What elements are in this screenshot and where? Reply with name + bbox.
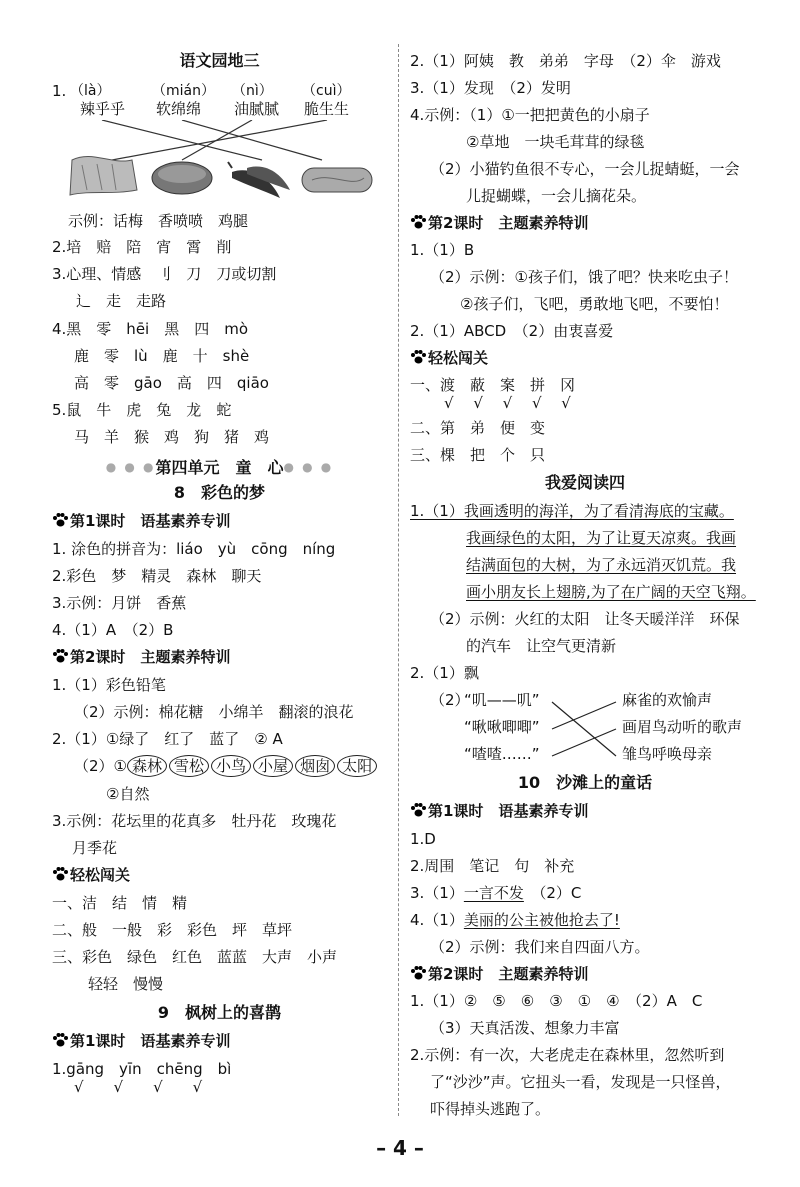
l8-s3-line-2: 二、般 一般 彩 彩色 坪 草坪 [52, 921, 293, 939]
r-q4-d: 儿捉蝴蝶，一会儿摘花朵。 [466, 187, 647, 205]
l8-s1-line-1: 1. 涂色的拼音为：liáo yù cōng níng [52, 540, 336, 558]
paw-icon [52, 649, 68, 663]
q1-word-1: 辣乎乎 [80, 100, 126, 118]
bread-icon [152, 162, 212, 194]
circled-word: 小屋 [253, 755, 293, 777]
l10-s2-line-4: 了“沙沙”声。它扭头一看，发现是一只怪兽， [430, 1073, 731, 1091]
lesson9-title: 9 枫树上的喜鹊 [157, 1003, 282, 1022]
l8-s1-line-2: 2.彩色 梦 精灵 森林 聊天 [52, 567, 262, 585]
r-q2: 2.（1）阿姨 教 弟弟 字母 （2）伞 游戏 [410, 52, 721, 70]
circled-word: 烟囱 [295, 755, 335, 777]
r-q4-b: ②草地 一块毛茸茸的绿毯 [466, 133, 645, 151]
r-s2-line-3: ②孩子们，飞吧，勇敢地飞吧，不要怕！ [460, 295, 729, 313]
match-left-1: “叽——叽” [464, 691, 540, 709]
q5-line-a: 5.鼠 牛 虎 兔 龙 蛇 [52, 401, 232, 419]
l10-q4: 4.（1）美丽的公主被他抢去了! [410, 911, 620, 929]
l10-s1-line-2: 2.周围 笔记 句 补充 [410, 857, 575, 875]
matching-lines [550, 694, 620, 764]
l10-s2-line-2: （3）天真活泼、想象力丰富 [430, 1019, 620, 1037]
match-left-2: “啾啾唧唧” [464, 718, 540, 736]
q1-pinyin-2: （mián） [152, 83, 215, 99]
l8-s3-line-4: 轻轻 慢慢 [88, 975, 164, 993]
l10-section1-heading: 第1课时 语基素养专训 [410, 800, 588, 822]
l9-q1: 1.gāng yīn chēng bì [52, 1060, 232, 1078]
l8-s3-line-1: 一、洁 结 情 精 [52, 894, 188, 912]
q1-word-4: 脆生生 [304, 100, 350, 118]
circled-word: 雪松 [169, 755, 209, 777]
l8-s2-after-2: 3.示例：花坛里的花真多 牡丹花 玫瑰花 [52, 812, 337, 830]
lesson8-title: 8 彩色的梦 [173, 483, 266, 502]
reading-title: 我爱阅读四 [544, 473, 625, 492]
read-q2-a: 2.（1）飘 [410, 664, 479, 682]
circled-word: 森林 [127, 755, 167, 777]
q1-word-2: 软绵绵 [156, 100, 202, 118]
l8-s2-after-1: ②自然 [106, 785, 150, 803]
l10-section2-heading: 第2课时 主题素养特训 [410, 963, 588, 985]
dots-decoration-left-icon: ● ● ● [105, 460, 156, 474]
read-q1-f: 的汽车 让空气更清新 [466, 637, 617, 655]
r-q3: 3.（1）发现 （2）发明 [410, 79, 571, 97]
paw-icon [52, 1033, 68, 1047]
l10-q3: 3.（1）一言不发 （2）C [410, 884, 582, 902]
r-q4-a: 4.示例：（1）①一把把黄色的小扇子 [410, 106, 650, 124]
l8-s2-line-1: 1.（1）彩色铅笔 [52, 676, 166, 694]
q1-pinyin-1: （là） [70, 83, 111, 99]
r-s3-line-b: 二、第 弟 便 变 [410, 419, 546, 437]
l8-section1-heading: 第1课时 语基素养专训 [52, 510, 230, 532]
r-section2-heading: 第2课时 主题素养特训 [410, 212, 588, 234]
q4-line-a: 4.黑 零 hēi 黑 四 mò [52, 320, 249, 338]
q4-line-c: 高 零 gāo 高 四 qiāo [74, 374, 269, 392]
l9-section1-heading: 第1课时 语基素养专训 [52, 1030, 230, 1052]
page-number: – 4 – [376, 1136, 424, 1160]
youtiao-icon [302, 168, 372, 192]
l10-s2-line-3: 2.示例：有一次，大老虎走在森林里，忽然听到 [410, 1046, 725, 1064]
read-q1-a: 1.（1）我画透明的海洋，为了看清海底的宝藏。 [410, 502, 734, 520]
chili-pepper-icon [228, 162, 290, 198]
r-s3-line-a: 一、渡 蔽 案 拼 冈 [410, 376, 576, 394]
l8-s2-line-2: （2）示例：棉花糖 小绵羊 翻滚的浪花 [74, 703, 354, 721]
l10-s2-line-1: 1.（1）② ⑤ ⑥ ③ ① ④ （2）A C [410, 992, 703, 1010]
section-title-yuwen: 语文园地三 [179, 51, 260, 70]
read-q1-d: 画小朋友长上翅膀,为了在广阔的天空飞翔。 [466, 583, 756, 601]
r-s3-checks: √ √ √ √ √ [444, 394, 571, 412]
paw-icon [52, 867, 68, 881]
paw-icon [410, 966, 426, 980]
r-s2-line-4: 2.（1）ABCD （2）由衷喜爱 [410, 322, 614, 340]
column-divider [398, 44, 399, 1116]
q1-pinyin-4: （cuì） [302, 83, 351, 99]
l8-s2-line-3: 2.（1）①绿了 红了 蓝了 ② A [52, 730, 283, 748]
match-right-3: 雏鸟呼唤母亲 [622, 745, 713, 763]
l8-section2-heading: 第2课时 主题素养特训 [52, 646, 230, 668]
fried-dough-icon [70, 156, 137, 195]
match-right-1: 麻雀的欢愉声 [622, 691, 713, 709]
l8-section3-heading: 轻松闯关 [52, 864, 130, 886]
read-q1-c: 结满面包的大树，为了永远消灭饥荒。我 [466, 556, 737, 574]
circled-word: 太阳 [337, 755, 377, 777]
q3-line-a: 3.心理、情感 刂 刀 刀或切割 [52, 265, 277, 283]
l8-s3-line-3: 三、彩色 绿色 红色 蓝蓝 大声 小声 [52, 948, 338, 966]
dots-decoration-right-icon: ● ● ● [283, 460, 334, 474]
l10-q4-b: （2）示例：我们来自四面八方。 [430, 938, 650, 956]
l8-s2-after-3: 月季花 [72, 839, 118, 857]
q2-line: 2.培 赔 陪 宵 霄 削 [52, 238, 232, 256]
q3-line-b: 辶 走 走路 [76, 292, 167, 310]
r-s3-line-c: 三、棵 把 个 只 [410, 446, 546, 464]
paw-icon [52, 513, 68, 527]
match-left-3: “喳喳……” [464, 745, 540, 763]
paw-icon [410, 803, 426, 817]
read-q1-e: （2）示例：火红的太阳 让冬天暖洋洋 环保 [430, 610, 740, 628]
r-s2-line-1: 1.（1）B [410, 241, 475, 259]
r-section3-heading: 轻松闯关 [410, 347, 488, 369]
r-s2-line-2: （2）示例：①孩子们，饿了吧？快来吃虫子！ [430, 268, 738, 286]
lesson10-title: 10 沙滩上的童话 [517, 773, 653, 792]
l10-s1-line-1: 1.D [410, 830, 436, 848]
read-match-prefix: （2） [430, 691, 470, 709]
paw-icon [410, 350, 426, 364]
l9-q1-checks: √ √ √ √ [74, 1078, 203, 1096]
read-q1-b: 我画绿色的太阳，为了让夏天凉爽。我画 [466, 529, 737, 547]
example1: 示例：话梅 香喷喷 鸡腿 [68, 212, 249, 230]
paw-icon [410, 215, 426, 229]
l8-s2-circled-row: （2）① 森林 雪松 小鸟 小屋 烟囱 太阳 [74, 755, 379, 777]
l8-s1-line-4: 4.（1）A （2）B [52, 621, 174, 639]
unit-title: ● ● ●第四单元 童 心● ● ● [105, 458, 334, 477]
l10-s2-line-5: 吓得掉头逃跑了。 [430, 1100, 551, 1118]
q1-word-3: 油腻腻 [234, 100, 280, 118]
q5-line-b: 马 羊 猴 鸡 狗 猪 鸡 [74, 428, 270, 446]
circled-word: 小鸟 [211, 755, 251, 777]
r-q4-c: （2）小猫钓鱼很不专心，一会儿捉蜻蜓，一会 [430, 160, 740, 178]
matching-lines-and-food-pictures [52, 120, 382, 200]
match-right-2: 画眉鸟动听的歌声 [622, 718, 743, 736]
q1-pinyin-3: （nì） [232, 83, 273, 99]
l8-s1-line-3: 3.示例：月饼 香蕉 [52, 594, 187, 612]
q4-line-b: 鹿 零 lù 鹿 十 shè [74, 347, 250, 365]
q1-number: 1. [52, 82, 67, 100]
